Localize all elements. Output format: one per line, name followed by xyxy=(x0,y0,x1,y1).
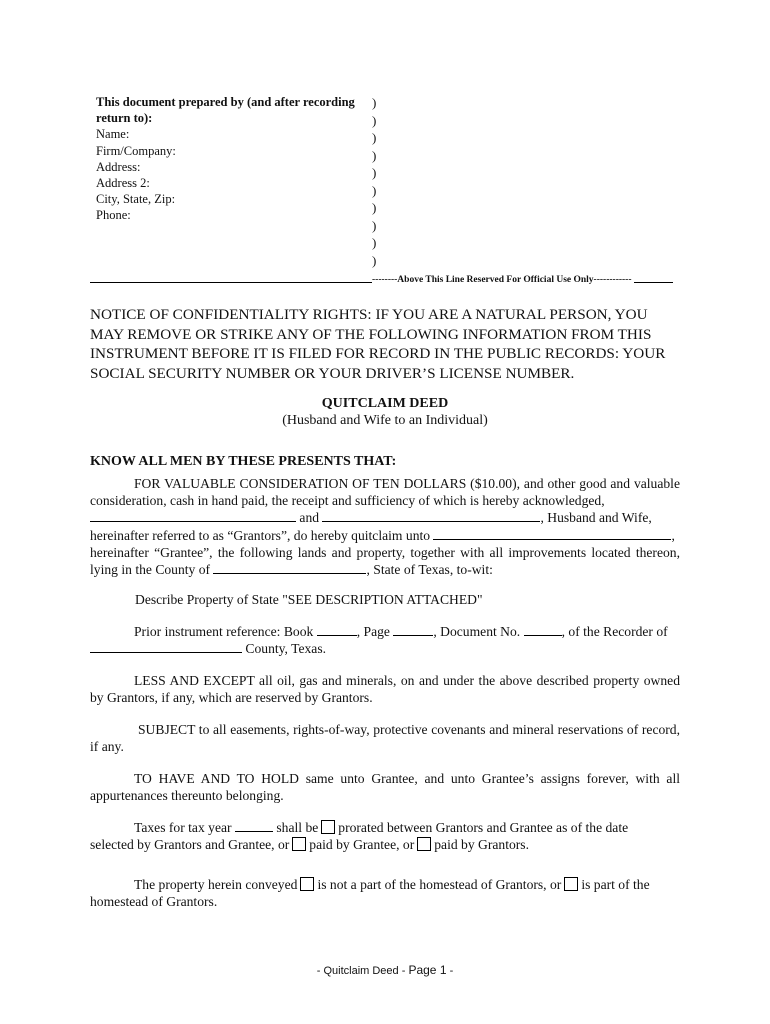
footer-doc-name: - Quitclaim Deed - xyxy=(316,965,406,977)
grantors-text: hereinafter referred to as “Grantors”, do hereby quitclaim unto xyxy=(90,527,431,543)
confidentiality-notice: NOTICE OF CONFIDENTIALITY RIGHTS: IF YOU ARE A NATURAL PERSON, YOU MAY REMOVE OR STRIKE ANY OF THE FOLLOWING INFORMATION FROM THIS INSTRUMENT BEFORE IT IS FILED FOR RECORD IN THE PUBLIC RECORDS: YOUR SOCIAL SECURITY NUMBER OR YOUR DRIVER’S LICENSE NUMBER. xyxy=(90,306,666,382)
document-label: , Document No. xyxy=(433,624,521,639)
subject-text: SUBJECT to all easements, rights-of-way, protective covenants and mineral reservations of record, if any. xyxy=(90,722,680,755)
field-address-label: Address: xyxy=(96,159,141,174)
return-to-heading: return to): xyxy=(96,111,153,126)
page-footer xyxy=(0,963,770,977)
field-city-label: City, State, Zip: xyxy=(96,192,176,207)
prepared-by-heading: This document prepared by (and after recording xyxy=(96,95,355,109)
not-homestead-text: is not a part of the homestead of Grantors, or xyxy=(317,877,562,892)
taxes-paragraph xyxy=(90,819,680,853)
grantor2-name-blank[interactable] xyxy=(322,509,540,522)
state-text: , State of Texas, to-wit: xyxy=(366,562,493,578)
less-except-text: LESS AND EXCEPT all oil, gas and minerals, on and under the above described property owned by Grantors, if any, which are reserved by Grantors. xyxy=(90,673,680,706)
shall-be-text: shall be xyxy=(276,820,319,835)
selected-by-text: selected by Grantors and Grantee, or xyxy=(90,837,290,853)
paren: ) xyxy=(372,112,377,128)
field-firm-label: Firm/Company: xyxy=(96,143,176,158)
prorated-checkbox[interactable] xyxy=(321,820,335,834)
prepared-by-block xyxy=(96,94,355,224)
consideration-paragraph xyxy=(90,475,680,578)
book-label: Prior instrument reference: Book xyxy=(134,624,314,639)
recorder-county-blank[interactable] xyxy=(90,640,242,653)
paren: ) xyxy=(372,182,377,198)
paren: ) xyxy=(372,147,377,163)
tax-year-blank[interactable] xyxy=(235,819,273,832)
paren: ) xyxy=(372,252,377,268)
to-have-paragraph xyxy=(90,770,680,804)
consideration-text: FOR VALUABLE CONSIDERATION OF TEN DOLLARS ($10.00), and other good and valuable consideration, cash in hand paid, the receipt and sufficiency of which is hereby acknowledged, xyxy=(90,476,680,509)
field-name-label: Name: xyxy=(96,127,130,142)
and-text: and xyxy=(299,510,320,526)
grantee-text: hereinafter “Grantee”, the following lands and property, together with all improvements located thereon, lying in the County of xyxy=(90,544,680,578)
grantor1-name-blank[interactable] xyxy=(90,509,296,522)
document-blank[interactable] xyxy=(524,623,562,636)
county-blank[interactable] xyxy=(213,561,366,574)
deed-title-block xyxy=(90,395,680,429)
paren: ) xyxy=(372,200,377,215)
not-homestead-checkbox[interactable] xyxy=(300,877,314,891)
prorated-text: prorated between Grantors and Grantee as of the date xyxy=(338,820,629,835)
footer-dash: - xyxy=(449,965,454,977)
husband-wife-text: , Husband and Wife, xyxy=(540,510,652,526)
homestead-of-grantors-text: homestead of Grantors. xyxy=(90,894,218,910)
paren: ) xyxy=(372,235,377,250)
book-blank[interactable] xyxy=(317,623,357,636)
paren: ) xyxy=(372,95,377,110)
comma-text: , xyxy=(671,527,675,543)
footer-page-number: Page 1 xyxy=(408,963,447,977)
is-homestead-text: is part of the xyxy=(581,877,650,892)
to-have-text: TO HAVE AND TO HOLD same unto Grantee, and unto Grantee’s assigns forever, with all appurtenances thereunto belonging. xyxy=(90,771,680,804)
describe-property-line: Describe Property of State "SEE DESCRIPTION ATTACHED" xyxy=(135,592,483,607)
paid-by-grantee-checkbox[interactable] xyxy=(292,837,306,851)
paid-by-grantee-text: paid by Grantee, or xyxy=(309,837,415,853)
deed-subtitle: (Husband and Wife to an Individual) xyxy=(282,413,488,428)
less-except-paragraph xyxy=(90,672,680,706)
page-label: , Page xyxy=(356,624,390,639)
property-conveyed-text: The property herein conveyed xyxy=(134,877,298,892)
know-all-heading: KNOW ALL MEN BY THESE PRESENTS THAT: xyxy=(90,454,397,469)
grantee-name-blank[interactable] xyxy=(433,527,671,540)
page-blank[interactable] xyxy=(393,623,433,636)
paid-by-grantors-checkbox[interactable] xyxy=(417,837,431,851)
recorder-label: , of the Recorder of xyxy=(561,624,668,639)
deed-title: QUITCLAIM DEED xyxy=(321,396,449,411)
paid-by-grantors-text: paid by Grantors. xyxy=(434,837,529,853)
county-texas-label: County, Texas. xyxy=(245,641,327,657)
is-homestead-checkbox[interactable] xyxy=(564,877,578,891)
paren-column xyxy=(372,94,382,269)
paren: ) xyxy=(372,165,377,180)
taxes-year-label: Taxes for tax year xyxy=(134,820,232,835)
paren: ) xyxy=(372,217,377,233)
prior-instrument-paragraph xyxy=(90,623,680,657)
reserved-line-text: --------Above This Line Reserved For Official Use Only------------ xyxy=(372,275,632,285)
field-address2-label: Address 2: xyxy=(96,176,150,191)
subject-paragraph xyxy=(90,721,680,755)
homestead-paragraph xyxy=(90,876,680,910)
field-phone-label: Phone: xyxy=(96,208,131,223)
paren: ) xyxy=(372,130,377,145)
